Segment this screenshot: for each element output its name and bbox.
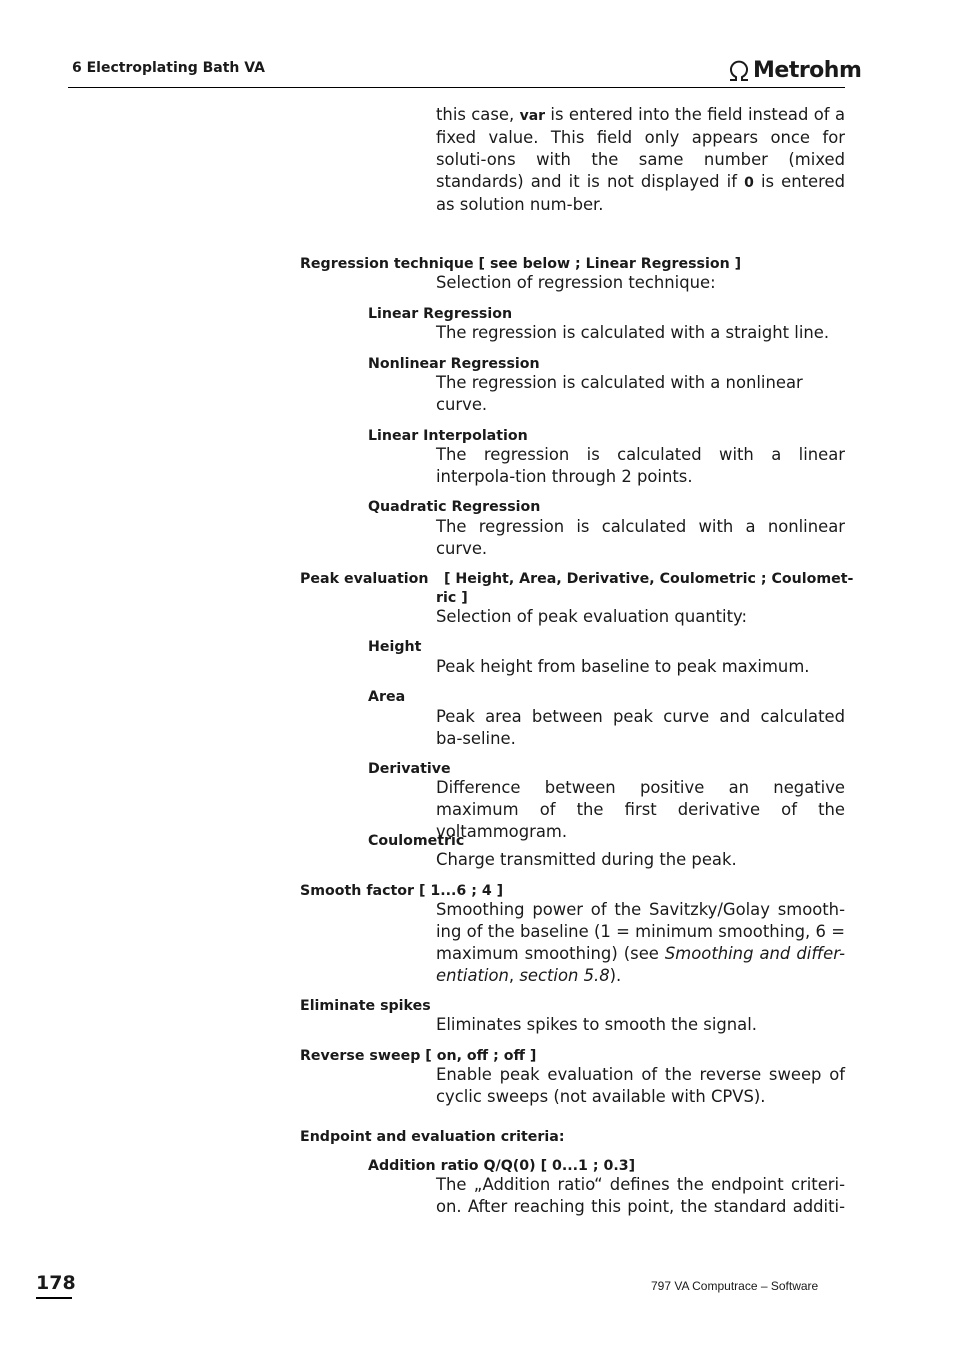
regression-technique-label: Regression technique [ see below ; Linear Regression ] [300,256,742,272]
smooth-factor-label: Smooth factor [ 1...6 ; 4 ] [300,883,504,899]
smooth-factor-desc: Smoothing power of the Savitzky/Golay smooth-ing of the baseline (1 = minimum smoothing, 6 = maximum smoothing) (see Smoothing and differ-entiation, section 5.8). [436,900,845,985]
option-linear-regression-label: Linear Regression [368,306,513,322]
peak-evaluation-options-line1: [ Height, Area, Derivative, Coulometric ; Coulomet- [444,571,854,587]
eliminate-spikes-label: Eliminate spikes [300,998,431,1014]
addition-ratio-label: Addition ratio Q/Q(0) [ 0...1 ; 0.3] [368,1158,636,1174]
option-nonlinear-regression-label: Nonlinear Regression [368,356,540,372]
endpoint-criteria-heading: Endpoint and evaluation criteria: [300,1129,565,1145]
addition-ratio-desc: The „Addition ratio“ defines the endpoint criteri-on. After reaching this point, the standard additi- [436,1175,845,1216]
option-linear-interpolation-desc: The regression is calculated with a linear interpola-tion through 2 points. [436,445,845,486]
peak-evaluation-options-line2: ric ] [436,590,468,606]
section-reference: section 5.8 [519,966,610,985]
omega-icon [727,60,751,82]
intro-paragraph: this case, var is entered into the field instead of a fixed value. This field only appears once for soluti-ons with the same number (mixed standards) and it is not displayed if 0 is entered as solution num-ber. [436,105,845,214]
peak-evaluation-desc: Selection of peak evaluation quantity: [436,607,748,626]
regression-technique-desc: Selection of regression technique: [436,273,716,292]
option-height-label: Height [368,639,422,655]
option-quadratic-regression-desc: The regression is calculated with a nonlinear curve. [436,517,845,558]
option-derivative-desc: Difference between positive an negative maximum of the first derivative of the voltammogram. [436,778,845,841]
option-area-label: Area [368,689,406,705]
metrohm-logo [727,58,861,83]
page-number: 178 [36,1272,76,1294]
eliminate-spikes-desc: Eliminates spikes to smooth the signal. [436,1015,757,1034]
reverse-sweep-desc: Enable peak evaluation of the reverse sweep of cyclic sweeps (not available with CPVS). [436,1065,845,1106]
peak-evaluation-label: Peak evaluation [300,571,429,587]
logo-text: Metrohm [753,58,862,83]
keyword-zero: 0 [744,175,754,191]
footer-product: 797 VA Computrace – Software [651,1279,819,1293]
chapter-title: 6 Electroplating Bath VA [72,60,265,76]
option-coulometric-desc: Charge transmitted during the peak. [436,850,737,869]
option-derivative-label: Derivative [368,761,451,777]
reverse-sweep-label: Reverse sweep [ on, off ; off ] [300,1048,537,1064]
option-linear-regression-desc: The regression is calculated with a straight line. [436,323,830,342]
keyword-var: var [519,108,546,124]
option-area-desc: Peak area between peak curve and calculated ba-seline. [436,707,845,748]
option-quadratic-regression-label: Quadratic Regression [368,499,541,515]
option-height-desc: Peak height from baseline to peak maximum. [436,657,810,676]
option-coulometric-label: Coulometric [368,833,465,849]
option-linear-interpolation-label: Linear Interpolation [368,428,528,444]
option-nonlinear-regression-desc: The regression is calculated with a nonlinear curve. [436,373,803,414]
header-rule [68,87,845,88]
smoothing-reference: Smoothing and differ-entiation [436,944,845,985]
